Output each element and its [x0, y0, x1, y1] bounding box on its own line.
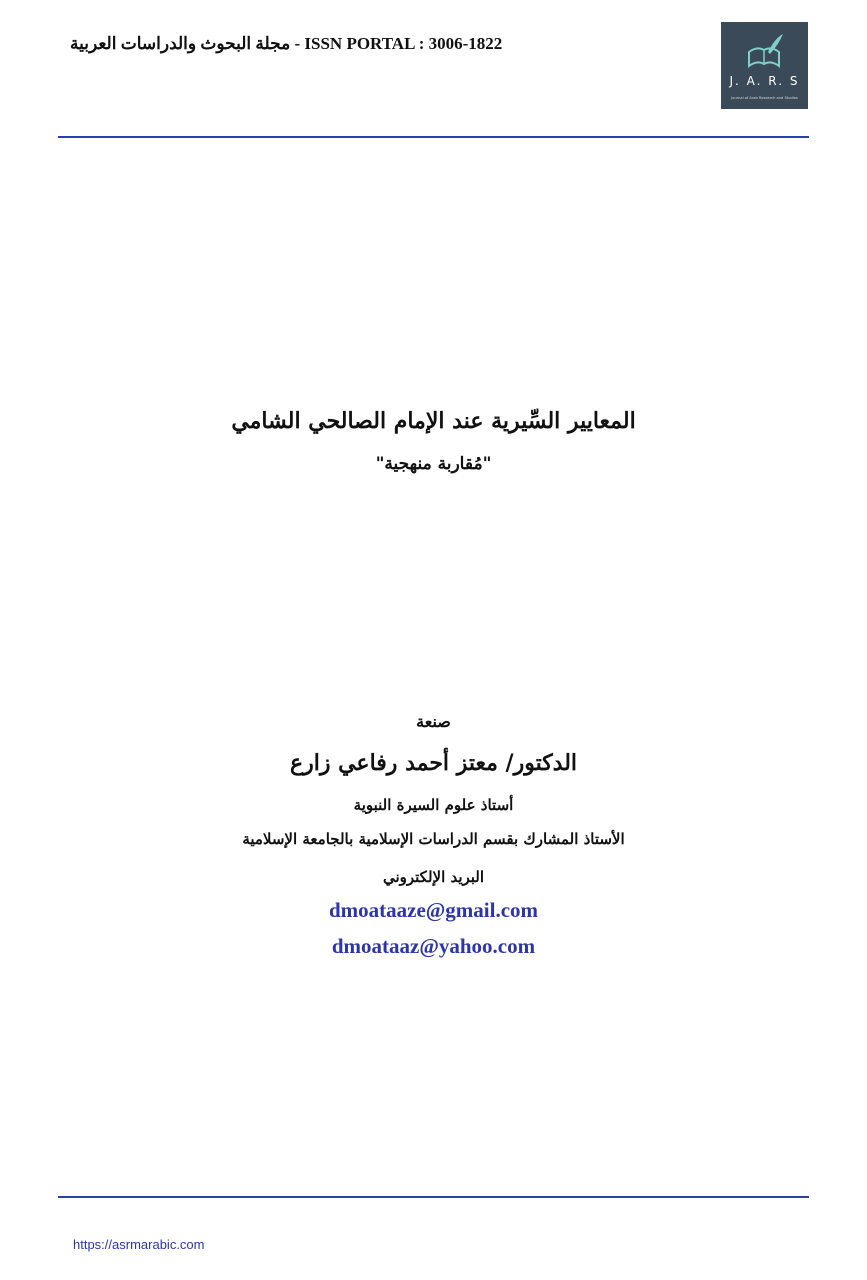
email-link-yahoo[interactable]: dmoataaz@yahoo.com [331, 934, 536, 958]
article-subtitle: "مُقاربة منهجية" [375, 454, 492, 474]
header-divider [58, 136, 809, 138]
logo-title: J. A. R. S [729, 74, 800, 88]
article-title: المعايير السِّيرية عند الإمام الصالحي الشامي [231, 408, 636, 434]
email-label: البريد الإلكتروني [382, 868, 485, 886]
footer-website-link[interactable]: https://asrmarabic.com [73, 1237, 205, 1252]
journal-header-text: مجلة البحوث والدراسات العربية - ISSN PORTAL : 3006-1822 [70, 34, 503, 53]
journal-logo [721, 22, 808, 109]
author-affiliation: الأستاذ المشارك بقسم الدراسات الإسلامية بالجامعة الإسلامية [242, 830, 625, 848]
author-position: أستاذ علوم السيرة النبوية [353, 796, 514, 814]
logo-subtitle: Journal of Arab Research and Studies [731, 96, 798, 100]
email-link-gmail[interactable]: dmoataaze@gmail.com [328, 898, 539, 922]
authorship-label: صنعة [416, 712, 451, 731]
author-name: الدكتور/ معتز أحمد رفاعي زارع [289, 750, 578, 776]
footer-divider [58, 1196, 809, 1198]
book-quill-icon [721, 30, 808, 74]
